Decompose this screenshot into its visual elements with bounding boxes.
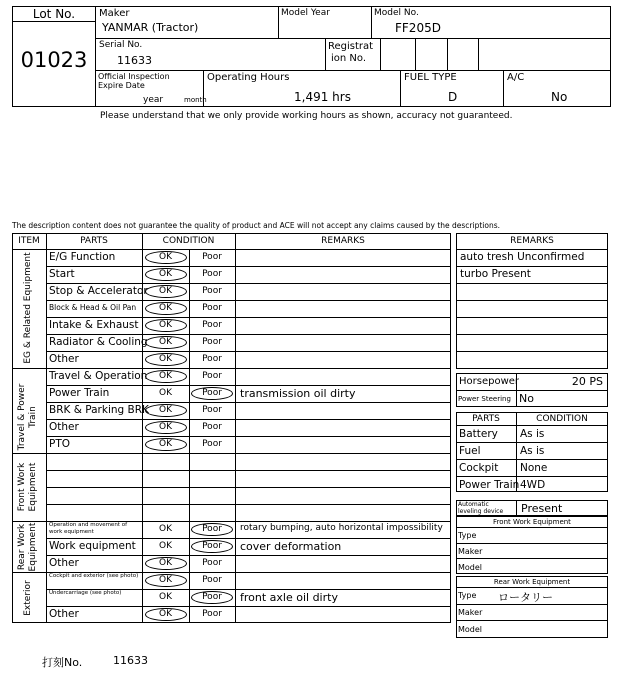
row-remark: rotary bumping, auto horizontal impossibility (240, 523, 443, 533)
model-no-value: FF205D (395, 21, 441, 35)
horsepower-value: 20 PS (571, 375, 603, 388)
col-parts: PARTS (80, 236, 108, 246)
row-ok: OK (159, 422, 172, 432)
power-steering-value: No (519, 392, 534, 405)
remarks-title: REMARKS (510, 236, 554, 246)
selected-condition-oval (145, 404, 187, 417)
row-poor: Poor (202, 354, 222, 364)
row-part: Radiator & Cooling (49, 336, 148, 348)
row-poor: Poor (202, 303, 222, 313)
row-ok: OK (159, 609, 172, 619)
row-ok: OK (159, 592, 172, 602)
row-poor: Poor (202, 320, 222, 330)
stamp-value: 11633 (113, 654, 148, 667)
right-part-name: Fuel (459, 445, 481, 457)
right-part-value: As is (520, 428, 545, 440)
front-maker-label: Maker (458, 547, 483, 556)
selected-condition-oval (145, 421, 187, 434)
rear-model-label: Model (458, 625, 483, 634)
right-remark-line: auto tresh Unconfirmed (460, 251, 585, 263)
row-ok: OK (159, 405, 172, 415)
row-poor: Poor (202, 252, 222, 262)
row-ok: OK (159, 286, 172, 296)
rear-type-label: Type (458, 591, 477, 600)
row-ok: OK (159, 252, 172, 262)
row-poor: Poor (202, 541, 222, 551)
selected-condition-oval (145, 557, 187, 570)
row-poor: Poor (202, 609, 222, 619)
row-ok: OK (159, 524, 172, 534)
row-poor: Poor (202, 524, 222, 534)
registration-label-1: Registrat (328, 41, 374, 52)
group-eg-related: EG & Related Equipment (23, 252, 33, 364)
right-part-name: Battery (459, 428, 498, 440)
ac-value: No (551, 90, 568, 104)
row-part: BRK & Parking BRK (49, 404, 149, 416)
selected-condition-oval (145, 353, 187, 366)
group-front-work: Front Work Equipment (17, 462, 38, 512)
fuel-label: FUEL TYPE (404, 72, 457, 83)
row-poor: Poor (202, 337, 222, 347)
selected-condition-oval (191, 540, 233, 553)
row-poor: Poor (202, 388, 222, 398)
serial-label: Serial No. (99, 40, 143, 50)
auto-level-label: Automatic leveling device (458, 501, 504, 515)
row-part: Work equipment (49, 540, 136, 552)
front-type-label: Type (458, 531, 477, 540)
col-item: ITEM (18, 236, 40, 246)
selected-condition-oval (145, 268, 187, 281)
selected-condition-oval (145, 574, 187, 587)
ac-label: A/C (507, 72, 525, 83)
row-part: Travel & Operation (49, 370, 148, 382)
right-part-value: 4WD (520, 479, 546, 491)
row-part: Other (49, 353, 79, 365)
group-exterior: Exterior (23, 580, 33, 616)
inspection-label-2: Expire Date (98, 81, 145, 90)
registration-label-2: ion No. (331, 53, 367, 64)
row-part: Start (49, 268, 75, 280)
row-part: Other (49, 557, 79, 569)
row-part: E/G Function (49, 251, 116, 263)
selected-condition-oval (145, 285, 187, 298)
fuel-value: D (448, 90, 458, 104)
row-part: Intake & Exhaust (49, 319, 139, 331)
row-poor: Poor (202, 405, 222, 415)
row-part: Undercarriage (see photo) (49, 590, 122, 596)
stamp-label: 打刻No. (42, 656, 83, 669)
selected-condition-oval (145, 302, 187, 315)
row-ok: OK (159, 575, 172, 585)
row-ok: OK (159, 388, 172, 398)
auto-level-value: Present (521, 502, 563, 515)
year-label: year (143, 95, 164, 105)
col-condition: CONDITION (162, 236, 215, 246)
row-part: Block & Head & Oil Pan (49, 303, 137, 312)
row-part: Operation and movement of work equipment (49, 522, 128, 535)
model-no-label: Model No. (374, 8, 419, 18)
maker-value: YANMAR (Tractor) (102, 21, 199, 34)
right-part-value: None (520, 462, 548, 474)
rear-maker-label: Maker (458, 608, 483, 617)
row-remark: front axle oil dirty (240, 591, 338, 604)
right-part-name: Power Train (459, 479, 520, 491)
row-poor: Poor (202, 286, 222, 296)
lot-label: Lot No. (32, 7, 76, 21)
row-remark: cover deformation (240, 540, 342, 553)
row-ok: OK (159, 303, 172, 313)
right-part-value: As is (520, 445, 545, 457)
rear-work-title: Rear Work Equipment (493, 578, 571, 586)
selected-condition-oval (145, 608, 187, 621)
selected-condition-oval (145, 319, 187, 332)
selected-condition-oval (145, 336, 187, 349)
row-poor: Poor (202, 592, 222, 602)
selected-condition-oval (145, 251, 187, 264)
lot-number: 01023 (20, 48, 88, 72)
parts-label: PARTS (472, 414, 500, 424)
horsepower-label: Horsepower (459, 376, 520, 387)
hours-notice: Please understand that we only provide working hours as shown, accuracy not guaranteed. (100, 111, 513, 121)
row-ok: OK (159, 371, 172, 381)
row-part: Stop & Accelerator (49, 285, 148, 297)
row-poor: Poor (202, 558, 222, 568)
rear-type-value: ロータリー (498, 591, 553, 604)
hours-label: Operating Hours (207, 72, 290, 83)
hours-value: 1,491 hrs (294, 90, 351, 104)
selected-condition-oval (145, 370, 187, 383)
row-poor: Poor (202, 439, 222, 449)
row-ok: OK (159, 337, 172, 347)
month-label: month (184, 96, 207, 104)
row-part: Other (49, 608, 79, 620)
row-poor: Poor (202, 575, 222, 585)
maker-label: Maker (99, 8, 130, 19)
row-ok: OK (159, 558, 172, 568)
model-year-label: Model Year (281, 8, 330, 18)
selected-condition-oval (191, 523, 233, 536)
right-remark-line: turbo Present (460, 268, 531, 280)
row-part: PTO (49, 438, 71, 450)
row-poor: Poor (202, 269, 222, 279)
col-remarks: REMARKS (321, 236, 365, 246)
row-ok: OK (159, 354, 172, 364)
condition-label: CONDITION (536, 414, 588, 424)
group-travel-power: Travel & Power Train (17, 383, 38, 451)
row-part: Power Train (49, 387, 110, 399)
serial-value: 11633 (117, 54, 152, 67)
selected-condition-oval (145, 438, 187, 451)
front-model-label: Model (458, 563, 483, 572)
row-ok: OK (159, 269, 172, 279)
row-ok: OK (159, 541, 172, 551)
inspection-label-1: Official Inspection (98, 72, 170, 81)
selected-condition-oval (191, 591, 233, 604)
power-steering-label: Power Steering (458, 395, 511, 403)
row-poor: Poor (202, 371, 222, 381)
row-poor: Poor (202, 422, 222, 432)
row-remark: transmission oil dirty (240, 387, 356, 400)
group-rear-work: Rear Work Equipment (17, 522, 38, 572)
right-part-name: Cockpit (459, 462, 499, 474)
row-part: Cockpit and exterior (see photo) (49, 573, 139, 579)
selected-condition-oval (191, 387, 233, 400)
row-ok: OK (159, 439, 172, 449)
front-work-title: Front Work Equipment (493, 518, 571, 526)
disclaimer: The description content does not guarantee the quality of product and ACE will not accept any claims caused by the descriptions. (12, 221, 501, 230)
row-ok: OK (159, 320, 172, 330)
row-part: Other (49, 421, 79, 433)
